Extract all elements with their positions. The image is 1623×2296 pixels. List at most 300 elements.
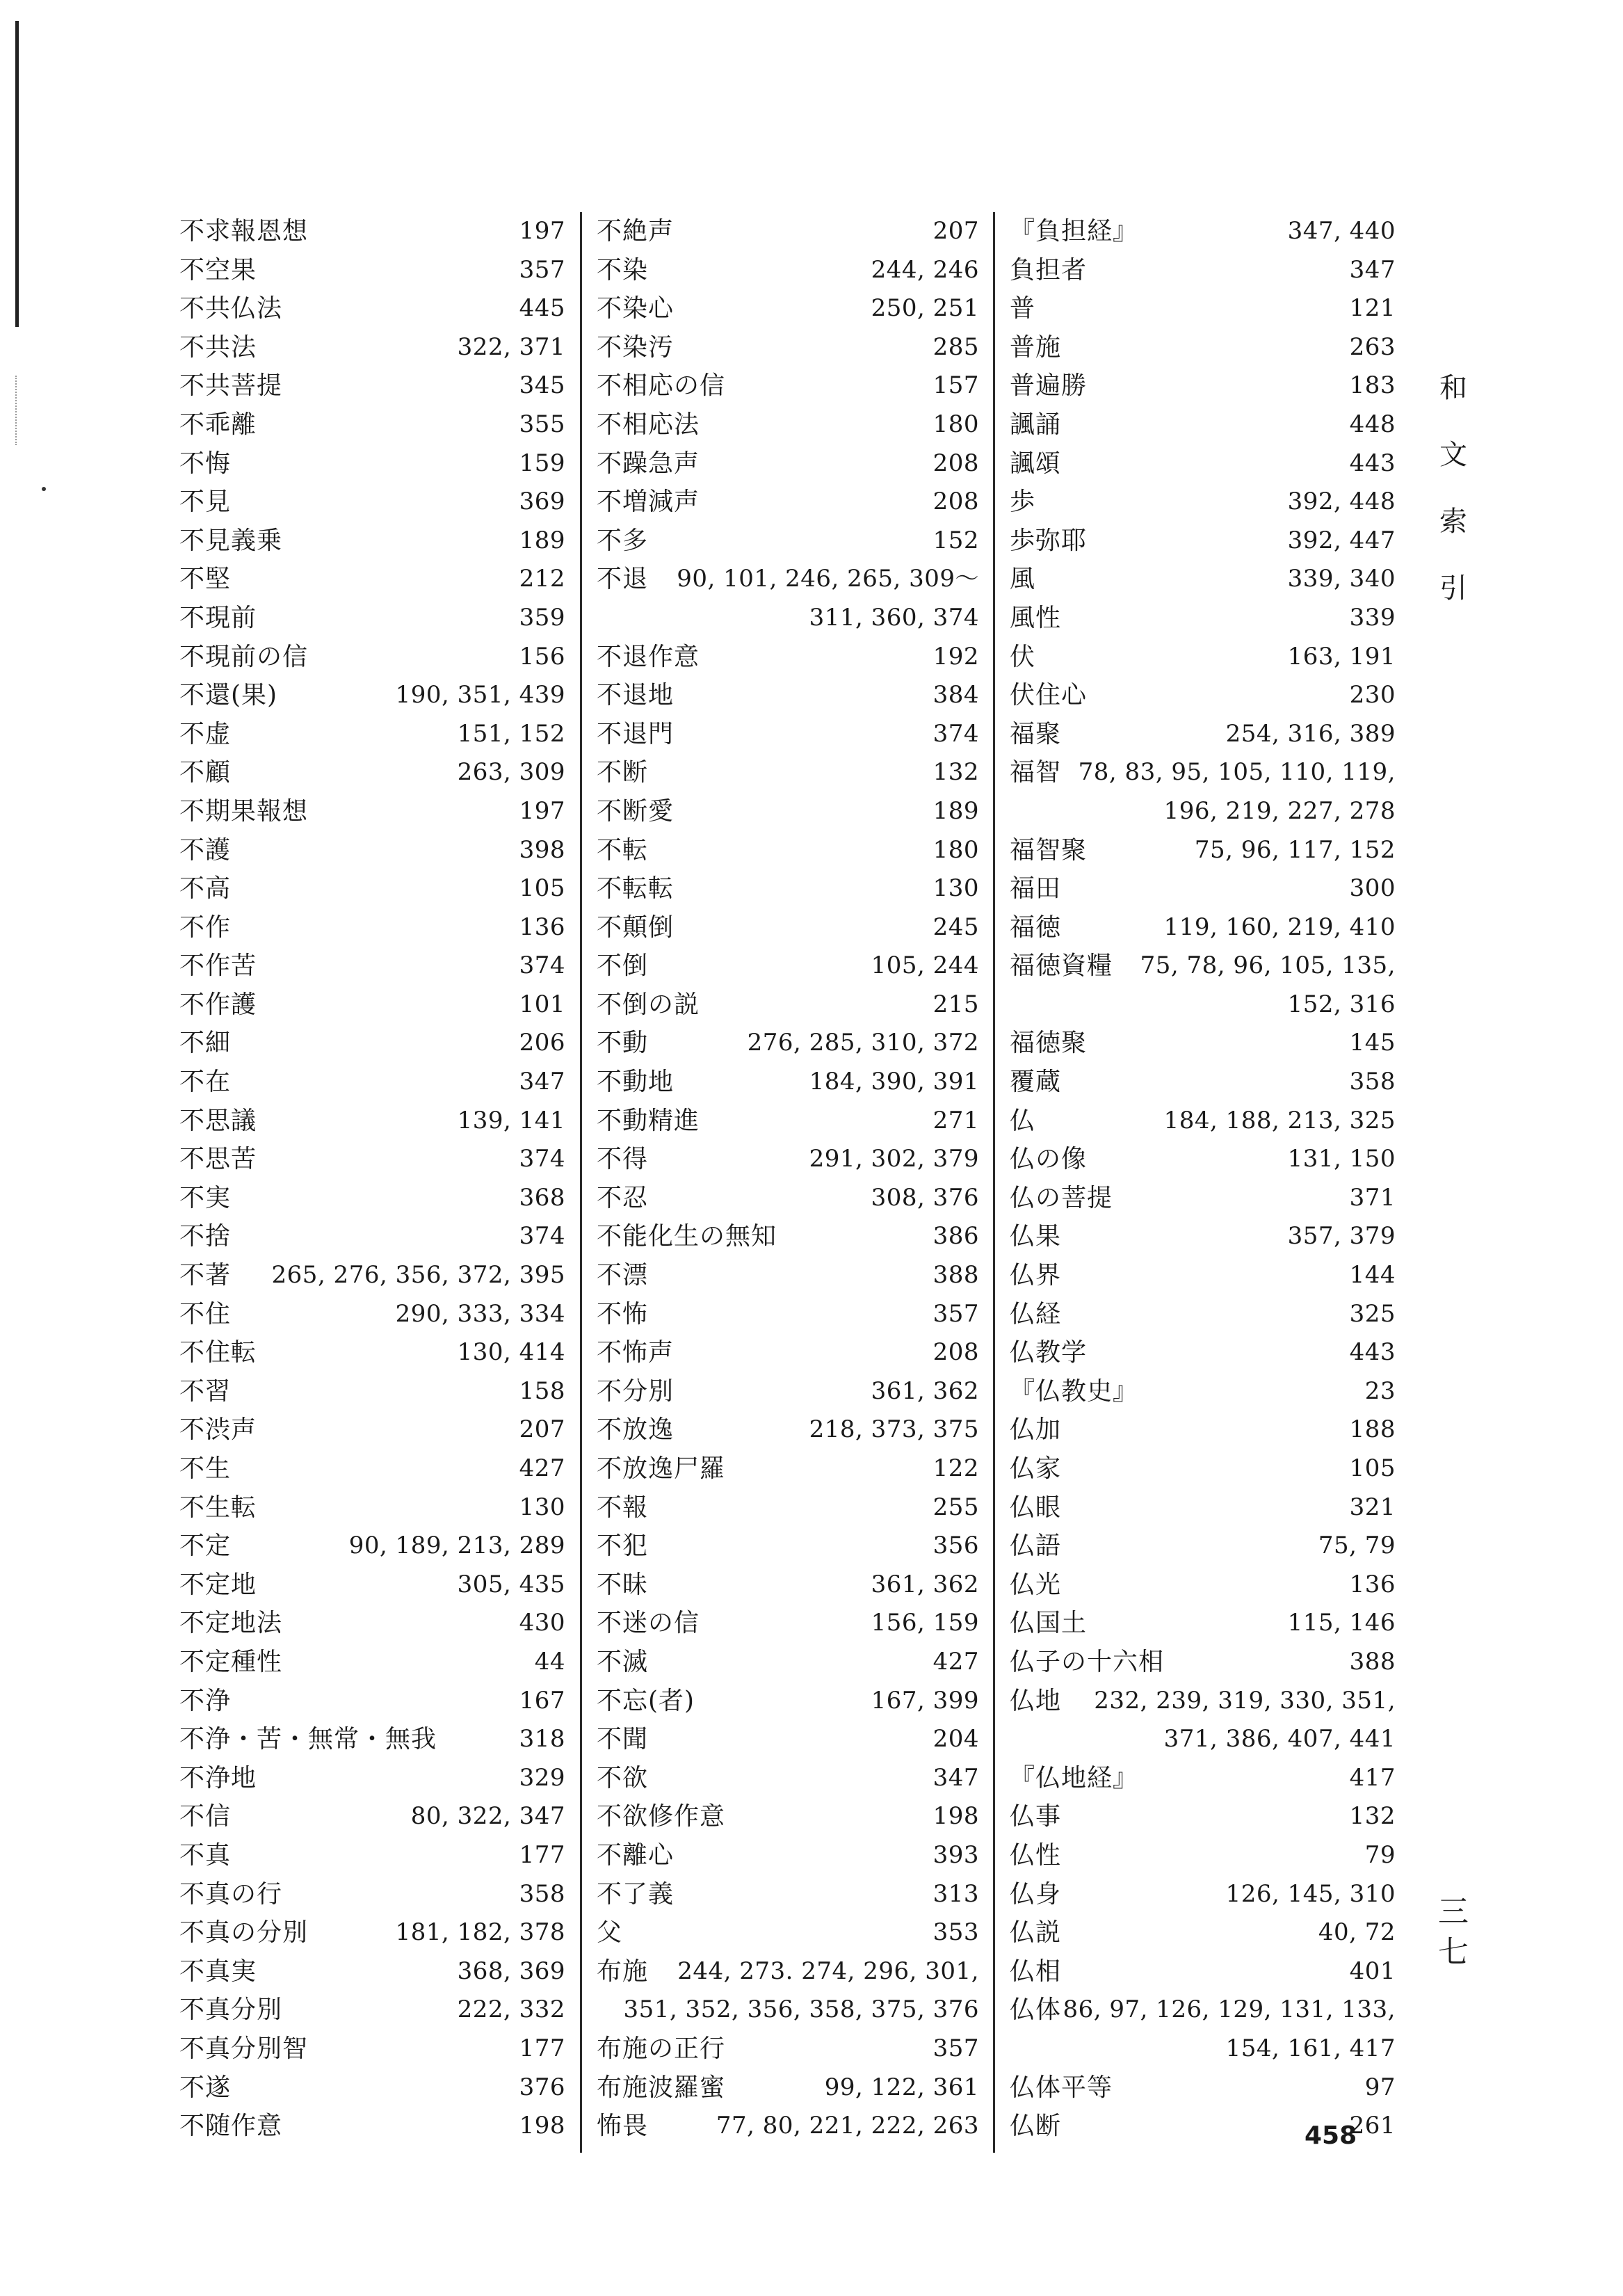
- index-term: 不転: [597, 835, 649, 865]
- index-entry: [597, 2107, 979, 2146]
- index-entry: [1010, 1024, 1396, 1063]
- index-page-refs: 305, 435: [457, 1570, 565, 1598]
- index-term: 不信: [179, 1802, 232, 1831]
- index-entry: [1010, 1450, 1396, 1488]
- index-term: 不転転: [597, 874, 675, 904]
- index-entry: [179, 1720, 565, 1759]
- index-page-refs: 75, 96, 117, 152: [1194, 835, 1396, 864]
- index-page-refs: 361, 362: [871, 1376, 979, 1405]
- index-entry: [597, 251, 979, 290]
- index-term: 不遂: [179, 2073, 232, 2102]
- index-page-refs: 353: [932, 1918, 979, 1947]
- index-entry: [597, 444, 979, 483]
- index-entry: [597, 1102, 979, 1141]
- index-page-refs: 101: [519, 990, 565, 1018]
- index-entry: [179, 522, 565, 561]
- index-term: 不離心: [597, 1840, 675, 1870]
- index-term: 普施: [1010, 332, 1062, 362]
- index-page-refs: 167, 399: [871, 1686, 979, 1715]
- index-term: 福徳資糧: [1010, 952, 1113, 981]
- index-entry: [179, 947, 565, 986]
- index-entry: [1010, 676, 1396, 715]
- index-term: 仏語: [1010, 1532, 1062, 1561]
- index-page-refs: 393: [932, 1840, 979, 1869]
- index-term: 不染心: [597, 294, 675, 323]
- index-term: 伏: [1010, 642, 1036, 671]
- index-page-refs: 183: [1349, 371, 1396, 400]
- index-term: 不著: [179, 1261, 232, 1290]
- index-term: 仏経: [1010, 1299, 1062, 1328]
- index-page-refs: 261: [1349, 2112, 1396, 2140]
- index-page-refs: 232, 239, 319, 330, 351,: [1094, 1686, 1396, 1715]
- index-term: 不還(果): [179, 681, 278, 710]
- index-term: 不住転: [179, 1338, 257, 1367]
- index-entry: [1010, 1952, 1396, 1991]
- side-title-char: 引: [1439, 572, 1467, 604]
- index-page-refs: 90, 101, 246, 265, 309～: [677, 565, 979, 593]
- index-page-refs: 126, 145, 310: [1225, 1879, 1396, 1908]
- index-term: 不定地法: [179, 1609, 283, 1638]
- index-entry-continuation: [1010, 1720, 1396, 1759]
- index-term: 不了義: [597, 1879, 675, 1909]
- index-term: 普: [1010, 294, 1036, 323]
- index-entry: [597, 1836, 979, 1875]
- index-entry: [597, 1450, 979, 1488]
- index-entry: [179, 1991, 565, 2030]
- index-entry: [179, 1604, 565, 1643]
- index-term: 不在: [179, 1068, 232, 1097]
- index-entry: [1010, 715, 1396, 754]
- index-page-refs: 265, 276, 356, 372, 395: [271, 1261, 565, 1290]
- index-term: 風性: [1010, 603, 1062, 632]
- index-page-refs: 347, 440: [1287, 217, 1396, 245]
- index-term: 不虚: [179, 719, 232, 748]
- index-entry: [597, 1913, 979, 1952]
- index-entry: [1010, 560, 1396, 599]
- index-entry: [597, 986, 979, 1025]
- index-entry: [597, 1488, 979, 1527]
- index-entry: [597, 1140, 979, 1179]
- index-page-refs: 371: [1349, 1183, 1396, 1212]
- index-term: 不倒の説: [597, 990, 700, 1019]
- index-page-refs: 392, 448: [1287, 488, 1396, 516]
- index-page-refs: 290, 333, 334: [395, 1299, 565, 1328]
- index-term: 不断愛: [597, 796, 675, 826]
- index-entry: [1010, 869, 1396, 908]
- index-term: 不浄・苦・無常・無我: [179, 1725, 437, 1754]
- index-entry: [179, 1140, 565, 1179]
- page-edge-dots: [15, 376, 17, 445]
- index-entry: [597, 367, 979, 406]
- index-page-refs: 230: [1349, 681, 1396, 709]
- index-page-refs: 119, 160, 219, 410: [1163, 913, 1396, 941]
- index-term: 仏体平等: [1010, 2073, 1113, 2102]
- index-entry: [179, 328, 565, 367]
- index-term: 覆蔵: [1010, 1068, 1062, 1097]
- index-page-refs: 374: [519, 1145, 565, 1173]
- index-entry: [597, 715, 979, 754]
- index-entry: [597, 1372, 979, 1411]
- index-column-1: [179, 212, 565, 2146]
- index-entry: [1010, 1217, 1396, 1256]
- index-page-refs: 23: [1364, 1376, 1396, 1405]
- index-entry: [597, 1566, 979, 1605]
- index-entry: [179, 1759, 565, 1798]
- index-term: 諷誦: [1010, 410, 1062, 439]
- index-page-refs: 427: [519, 1454, 565, 1482]
- index-entry: [597, 753, 979, 792]
- side-page-char: 七: [1438, 1934, 1469, 1970]
- index-entry-continuation: [1010, 986, 1396, 1025]
- index-entry: [179, 1797, 565, 1836]
- page-edge-line: [15, 21, 19, 327]
- index-term: 仏体: [1010, 1996, 1062, 2025]
- side-page-char: 三: [1438, 1894, 1469, 1929]
- index-page-refs: 152: [932, 526, 979, 554]
- side-title-char: 文: [1439, 439, 1467, 471]
- index-page-refs: 132: [932, 758, 979, 787]
- index-page-refs: 196, 219, 227, 278: [1163, 796, 1396, 825]
- index-entry: [597, 1643, 979, 1682]
- index-entry: [597, 1682, 979, 1721]
- index-term: 不迷の信: [597, 1609, 700, 1638]
- index-term: 不細: [179, 1029, 232, 1058]
- index-entry: [1010, 599, 1396, 638]
- index-page-refs: 374: [932, 719, 979, 748]
- index-entry: [1010, 831, 1396, 870]
- index-page-refs: 97: [1364, 2073, 1396, 2101]
- index-entry: [179, 1411, 565, 1450]
- index-page-refs: 368, 369: [457, 1957, 565, 1985]
- index-term: 不共菩提: [179, 371, 283, 401]
- index-term: 布施波羅蜜: [597, 2073, 726, 2102]
- index-page-refs: 361, 362: [871, 1570, 979, 1598]
- index-entry: [597, 792, 979, 831]
- index-entry: [1010, 1295, 1396, 1334]
- index-page-refs: 90, 189, 213, 289: [348, 1532, 565, 1560]
- index-page-refs: 356: [932, 1532, 979, 1560]
- index-entry: [179, 1217, 565, 1256]
- index-entry: [179, 1952, 565, 1991]
- index-page-refs: 345: [519, 371, 565, 400]
- index-page-refs: 130, 414: [457, 1338, 565, 1367]
- index-page-refs: 130: [932, 874, 979, 903]
- index-term: 不顧: [179, 758, 232, 787]
- index-term: 不怖声: [597, 1338, 675, 1367]
- index-page-refs: 208: [932, 449, 979, 477]
- index-page-refs: 325: [1349, 1299, 1396, 1328]
- index-page-refs: 263, 309: [457, 758, 565, 787]
- index-entry: [1010, 1102, 1396, 1141]
- index-term: 不絶声: [597, 217, 675, 246]
- index-term: 仏家: [1010, 1454, 1062, 1483]
- index-entry: [179, 1024, 565, 1063]
- column-divider-2: [993, 212, 995, 2153]
- side-page-number: [1432, 1892, 1474, 1973]
- index-term: 不思議: [179, 1106, 257, 1135]
- index-page-refs: 347: [1349, 255, 1396, 284]
- index-page-refs: 77, 80, 221, 222, 263: [716, 2112, 979, 2140]
- index-term: 不真分別: [179, 1996, 283, 2025]
- index-page-refs: 321: [1349, 1493, 1396, 1521]
- index-column-3: [1010, 212, 1396, 2146]
- index-entry: [597, 831, 979, 870]
- index-page-refs: 145: [1349, 1029, 1396, 1057]
- index-term: 仏説: [1010, 1918, 1062, 1948]
- index-entry: [179, 1256, 565, 1295]
- index-page-refs: 206: [519, 1029, 565, 1057]
- index-term: 歩弥耶: [1010, 526, 1088, 555]
- index-entry: [179, 1372, 565, 1411]
- index-page-refs: 136: [1349, 1570, 1396, 1598]
- index-entry-continuation: [1010, 2030, 1396, 2069]
- index-page-refs: 374: [519, 952, 565, 980]
- index-page-refs: 121: [1349, 294, 1396, 323]
- index-entry: [1010, 1063, 1396, 1102]
- index-entry: [179, 1333, 565, 1372]
- index-page-refs: 208: [932, 1338, 979, 1367]
- index-term: 不倒: [597, 952, 649, 981]
- index-term: 不退: [597, 565, 649, 594]
- index-entry: [1010, 1836, 1396, 1875]
- index-page-refs: 448: [1349, 410, 1396, 438]
- index-entry: [179, 1913, 565, 1952]
- index-entry-continuation: [1010, 792, 1396, 831]
- index-term: 不漂: [597, 1261, 649, 1290]
- index-entry: [597, 1024, 979, 1063]
- index-page-refs: 189: [519, 526, 565, 554]
- index-term: 『負担経』: [1010, 217, 1139, 246]
- index-entry: [1010, 1797, 1396, 1836]
- index-entry: [179, 831, 565, 870]
- index-term: 布施: [597, 1957, 649, 1986]
- index-page-refs: 368: [519, 1183, 565, 1212]
- index-entry: [179, 560, 565, 599]
- index-page-refs: 115, 146: [1287, 1609, 1396, 1637]
- index-entry: [179, 444, 565, 483]
- index-page-refs: 208: [932, 488, 979, 516]
- index-entry: [179, 212, 565, 251]
- index-term: 不護: [179, 835, 232, 865]
- index-column-2: [597, 212, 979, 2146]
- index-entry: [1010, 522, 1396, 561]
- index-page-refs: 218, 373, 375: [809, 1415, 979, 1444]
- index-page-refs: 398: [519, 835, 565, 864]
- index-entry: [1010, 1372, 1396, 1411]
- index-term: 歩: [1010, 488, 1036, 517]
- index-page-refs: 189: [932, 796, 979, 825]
- index-page-refs: 139, 141: [457, 1106, 565, 1134]
- index-page-refs: 99, 122, 361: [824, 2073, 979, 2101]
- side-title-char: 索: [1439, 506, 1467, 538]
- index-term: 不定地: [179, 1570, 257, 1599]
- index-term: 不生: [179, 1454, 232, 1483]
- index-entry: [597, 1797, 979, 1836]
- index-term: 仏身: [1010, 1879, 1062, 1909]
- index-entry: [179, 367, 565, 406]
- index-term: 不作護: [179, 990, 257, 1019]
- index-page-refs: 105, 244: [871, 952, 979, 980]
- index-entry: [597, 560, 979, 599]
- index-page-refs: 159: [519, 449, 565, 477]
- index-page-refs: 339, 340: [1287, 565, 1396, 593]
- index-page-refs: 244, 273. 274, 296, 301,: [677, 1957, 979, 1985]
- index-entry: [597, 1720, 979, 1759]
- index-page-refs: 371, 386, 407, 441: [1163, 1725, 1396, 1753]
- index-page-refs: 388: [1349, 1647, 1396, 1676]
- index-term: 普遍勝: [1010, 371, 1088, 401]
- index-entry: [597, 1256, 979, 1295]
- index-term: 不真実: [179, 1957, 257, 1986]
- index-entry: [179, 1179, 565, 1218]
- index-entry: [1010, 1256, 1396, 1295]
- index-term: 不昧: [597, 1570, 649, 1599]
- index-entry: [597, 947, 979, 986]
- index-page-refs: 75, 79: [1318, 1532, 1396, 1560]
- index-entry: [597, 289, 979, 328]
- index-entry: [1010, 1643, 1396, 1682]
- index-page-refs: 132: [1349, 1802, 1396, 1831]
- index-term: 不怖: [597, 1299, 649, 1328]
- index-term: 不分別: [597, 1376, 675, 1406]
- index-entry: [179, 1836, 565, 1875]
- index-entry: [179, 792, 565, 831]
- index-entry: [1010, 212, 1396, 251]
- index-term: 不犯: [597, 1532, 649, 1561]
- index-page-refs: 163, 191: [1287, 642, 1396, 671]
- index-term: 福智: [1010, 758, 1062, 787]
- index-page-refs: 177: [519, 2034, 565, 2062]
- index-term: 不相応の信: [597, 371, 726, 401]
- index-page-refs: 122: [932, 1454, 979, 1482]
- index-page-refs: 285: [932, 332, 979, 361]
- index-page-refs: 207: [932, 217, 979, 245]
- index-term: 不退地: [597, 681, 675, 710]
- side-title-char: 和: [1439, 372, 1467, 404]
- index-term: 福智聚: [1010, 835, 1088, 865]
- index-term: 不放逸: [597, 1415, 675, 1445]
- index-entry: [597, 1875, 979, 1914]
- index-entry: [179, 483, 565, 522]
- index-entry: [1010, 1333, 1396, 1372]
- index-term: 不動地: [597, 1068, 675, 1097]
- index-page-refs: 157: [932, 371, 979, 400]
- index-entry: [1010, 2069, 1396, 2108]
- index-term: 不躁急声: [597, 449, 700, 478]
- index-term: 不渋声: [179, 1415, 257, 1445]
- index-term: 不報: [597, 1493, 649, 1522]
- index-entry: [597, 1952, 979, 1991]
- index-term: 不忘(者): [597, 1686, 695, 1715]
- index-page-refs: 245: [932, 913, 979, 941]
- index-entry: [597, 1527, 979, 1566]
- index-entry: [597, 2069, 979, 2108]
- index-entry: [179, 406, 565, 444]
- index-term: 不得: [597, 1145, 649, 1174]
- index-term: 仏: [1010, 1106, 1036, 1135]
- index-page-refs: 244, 246: [871, 255, 979, 284]
- index-page-refs: 255: [932, 1493, 979, 1521]
- index-entry: [179, 638, 565, 677]
- index-entry: [1010, 1875, 1396, 1914]
- index-term: 不空果: [179, 255, 257, 284]
- index-term: 風: [1010, 565, 1036, 594]
- index-page-refs: 180: [932, 410, 979, 438]
- index-entry: [1010, 1411, 1396, 1450]
- index-page-refs: 80, 322, 347: [410, 1802, 565, 1831]
- index-entry: [179, 753, 565, 792]
- index-page-refs: 188: [1349, 1415, 1396, 1444]
- index-term: 不増減声: [597, 488, 700, 517]
- index-page-refs: 158: [519, 1376, 565, 1405]
- index-entry: [597, 2030, 979, 2069]
- index-entry: [1010, 1140, 1396, 1179]
- index-page-refs: 313: [932, 1879, 979, 1908]
- index-term: 仏地: [1010, 1686, 1062, 1715]
- index-page-refs: 215: [932, 990, 979, 1018]
- index-page-refs: 254, 316, 389: [1225, 719, 1396, 748]
- index-page-refs: 300: [1349, 874, 1396, 903]
- index-page-refs: 401: [1349, 1957, 1396, 1985]
- index-page-refs: 358: [1349, 1068, 1396, 1096]
- index-page-refs: 192: [932, 642, 979, 671]
- index-entry: [1010, 1604, 1396, 1643]
- index-term: 不浄: [179, 1686, 232, 1715]
- index-term: 不期果報想: [179, 796, 309, 826]
- index-term: 福田: [1010, 874, 1062, 904]
- index-term: 父: [597, 1918, 623, 1948]
- index-term: 不忍: [597, 1183, 649, 1212]
- index-term: 不現前: [179, 603, 257, 632]
- index-page-refs: 136: [519, 913, 565, 941]
- index-page-refs: 308, 376: [871, 1183, 979, 1212]
- index-term: 不捨: [179, 1222, 232, 1251]
- index-page-refs: 359: [519, 603, 565, 632]
- index-term: 不退門: [597, 719, 675, 748]
- index-entry: [597, 483, 979, 522]
- index-page-refs: 322, 371: [457, 332, 565, 361]
- index-term: 不顛倒: [597, 913, 675, 942]
- index-term: 仏界: [1010, 1261, 1062, 1290]
- index-page-refs: 152, 316: [1287, 990, 1396, 1018]
- index-term: 福徳: [1010, 913, 1062, 942]
- index-page-refs: 222, 332: [457, 1996, 565, 2024]
- index-term: 福徳聚: [1010, 1029, 1088, 1058]
- index-page-refs: 198: [932, 1802, 979, 1831]
- index-page-refs: 198: [519, 2112, 565, 2140]
- index-term: 不悔: [179, 449, 232, 478]
- page-number: 458: [1305, 2121, 1357, 2150]
- index-entry: [179, 986, 565, 1025]
- index-term: 不実: [179, 1183, 232, 1212]
- index-entry: [597, 1295, 979, 1334]
- index-term: 不現前の信: [179, 642, 309, 671]
- index-term: 不住: [179, 1299, 232, 1328]
- index-page-refs: 384: [932, 681, 979, 709]
- index-entry: [1010, 638, 1396, 677]
- index-term: 不真の行: [179, 1879, 283, 1909]
- index-page-refs: 75, 78, 96, 105, 135,: [1140, 952, 1396, 980]
- index-term: 不生転: [179, 1493, 257, 1522]
- index-entry: [597, 212, 979, 251]
- index-term: 不多: [597, 526, 649, 555]
- index-term: 負担者: [1010, 255, 1088, 284]
- index-entry: [179, 1527, 565, 1566]
- index-entry: [179, 715, 565, 754]
- index-entry: [1010, 483, 1396, 522]
- index-page-refs: 351, 352, 356, 358, 375, 376: [623, 1996, 979, 2024]
- index-entry: [179, 2069, 565, 2108]
